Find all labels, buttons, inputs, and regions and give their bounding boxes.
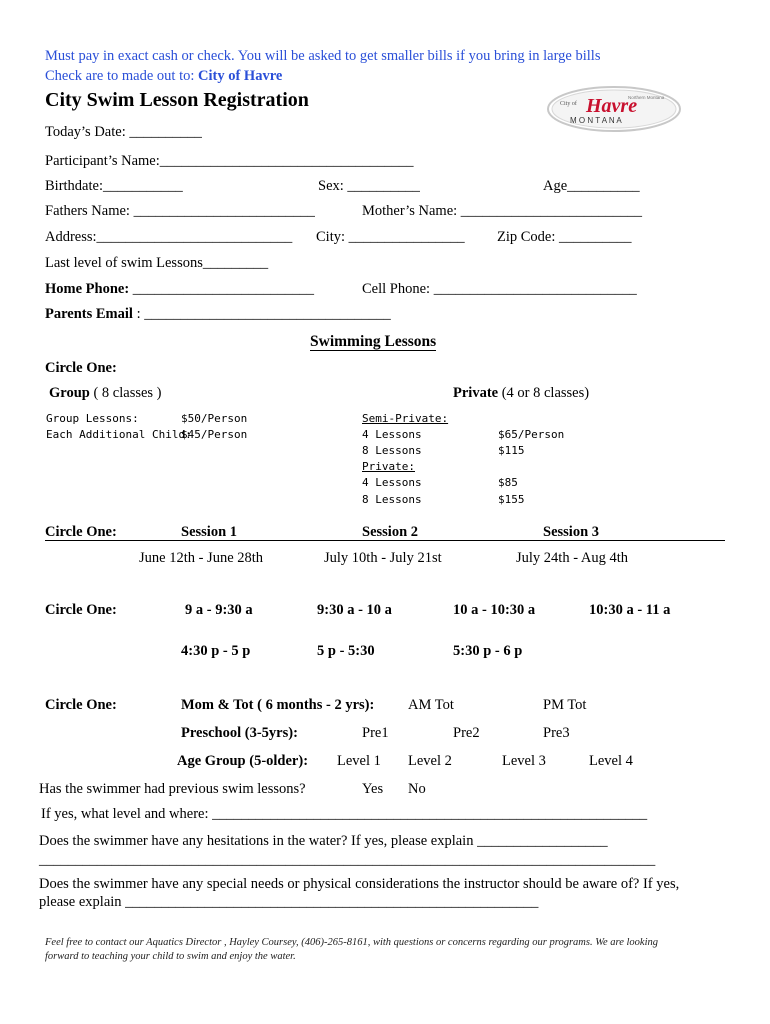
group-price-label-2: Each Additional Child:	[46, 428, 192, 441]
time-slot-pm-2[interactable]: 5 p - 5:30	[317, 643, 375, 659]
time-slot-pm-1[interactable]: 4:30 p - 5 p	[181, 643, 251, 659]
previous-level-field[interactable]: If yes, what level and where: ____________________________________________________________	[41, 806, 648, 822]
hesitation-line[interactable]: _____________________________________________________________________________________	[39, 852, 656, 868]
private-subheading: Private:	[362, 460, 415, 473]
participant-name-field[interactable]: Participant’s Name:___________________________________	[45, 153, 414, 169]
pre2-option[interactable]: Pre2	[453, 725, 480, 741]
home-phone-line: _________________________	[129, 281, 315, 297]
session-2-name[interactable]: Session 2	[362, 524, 419, 540]
last-level-field[interactable]: Last level of swim Lessons_________	[45, 255, 269, 271]
todays-date-field[interactable]: Today’s Date: __________	[45, 124, 202, 140]
payment-notice: Must pay in exact cash or check. You will be asked to get smaller bills if you bring in large bills	[45, 48, 601, 64]
pre1-option[interactable]: Pre1	[362, 725, 389, 741]
special-needs-question: Does the swimmer have any special needs or physical considerations the instructor should be aware of? If yes,	[39, 876, 680, 892]
session-3-name[interactable]: Session 3	[543, 524, 600, 540]
logo-tag-text: Northern Montana	[628, 95, 665, 100]
semi-private-label-1: 4 Lessons	[362, 428, 422, 441]
group-price-value-2: $45/Person	[181, 428, 248, 441]
group-price-label-1: Group Lessons:	[46, 412, 139, 425]
circle-one-label-1: Circle One:	[45, 360, 117, 376]
am-tot-option[interactable]: AM Tot	[408, 697, 454, 713]
private-label-2: 8 Lessons	[362, 493, 422, 506]
circle-one-label-4: Circle One:	[45, 697, 117, 713]
level-1-option[interactable]: Level 1	[337, 753, 381, 769]
previous-lessons-question: Has the swimmer had previous swim lessons?	[39, 781, 306, 797]
special-needs-field[interactable]: please explain _________________________________________________________	[39, 894, 539, 910]
pm-tot-option[interactable]: PM Tot	[543, 697, 587, 713]
time-slot-am-2[interactable]: 9:30 a - 10 a	[317, 602, 392, 618]
private-price-1: $85	[498, 476, 518, 489]
age-field[interactable]: Age__________	[543, 178, 640, 194]
fathers-name-field[interactable]: Fathers Name: _________________________	[45, 203, 315, 219]
session-2-dates[interactable]: July 10th - July 21st	[324, 550, 442, 566]
semi-private-price-1: $65/Person	[498, 428, 565, 441]
sex-field[interactable]: Sex: __________	[318, 178, 420, 194]
hesitation-field[interactable]: Does the swimmer have any hesitations in the water? If yes, please explain __________________	[39, 833, 608, 849]
home-phone-label: Home Phone:	[45, 281, 130, 297]
check-payee-prefix: Check are to made out to:	[45, 68, 199, 84]
mothers-name-field[interactable]: Mother’s Name: _________________________	[362, 203, 643, 219]
previous-lessons-yes[interactable]: Yes	[362, 781, 384, 797]
age-group-label: Age Group (5-older):	[177, 753, 309, 769]
session-1-dates[interactable]: June 12th - June 28th	[139, 550, 264, 566]
session-3-dates[interactable]: July 24th - Aug 4th	[516, 550, 628, 566]
pre3-option[interactable]: Pre3	[543, 725, 570, 741]
parents-email-line: : __________________________________	[132, 306, 391, 322]
level-2-option[interactable]: Level 2	[408, 753, 452, 769]
semi-private-price-2: $115	[498, 444, 525, 457]
home-phone-field[interactable]	[45, 281, 314, 298]
time-slot-am-4[interactable]: 10:30 a - 11 a	[589, 602, 671, 618]
circle-one-label-2: Circle One:	[45, 524, 117, 540]
previous-lessons-no[interactable]: No	[408, 781, 426, 797]
time-slot-pm-3[interactable]: 5:30 p - 6 p	[453, 643, 523, 659]
group-price-value-1: $50/Person	[181, 412, 248, 425]
footer-contact: Feel free to contact our Aquatics Director , Hayley Coursey, (406)-265-8161, with questions or concerns regarding our programs. We are looking	[45, 937, 659, 948]
group-heading[interactable]: Group ( 8 classes )	[49, 385, 162, 401]
session-1-name[interactable]: Session 1	[181, 524, 238, 540]
city-field[interactable]: City: ________________	[316, 229, 465, 245]
private-label-1: 4 Lessons	[362, 476, 422, 489]
private-heading[interactable]: Private (4 or 8 classes)	[453, 385, 590, 401]
cell-phone-field[interactable]: Cell Phone: ____________________________	[362, 281, 637, 297]
footer-closing: forward to teaching your child to swim and enjoy the water.	[45, 951, 296, 962]
parents-email-label: Parents Email	[45, 306, 133, 322]
mom-tot-label: Mom & Tot ( 6 months - 2 yrs):	[181, 697, 375, 713]
level-4-option[interactable]: Level 4	[589, 753, 633, 769]
preschool-label: Preschool (3-5yrs):	[181, 725, 298, 741]
circle-one-label-3: Circle One:	[45, 602, 117, 618]
time-slot-am-1[interactable]: 9 a - 9:30 a	[185, 602, 253, 618]
zip-code-field[interactable]: Zip Code: __________	[497, 229, 632, 245]
time-slot-am-3[interactable]: 10 a - 10:30 a	[453, 602, 536, 618]
private-price-2: $155	[498, 493, 525, 506]
page-title: City Swim Lesson Registration	[45, 89, 309, 111]
level-3-option[interactable]: Level 3	[502, 753, 546, 769]
city-logo	[546, 85, 682, 133]
logo-small-text: City of	[560, 101, 577, 107]
parents-email-field[interactable]	[45, 306, 391, 323]
semi-private-label-2: 8 Lessons	[362, 444, 422, 457]
logo-state-text: M O N T A N A	[570, 116, 622, 125]
birthdate-field[interactable]: Birthdate:___________	[45, 178, 183, 194]
section-title: Swimming Lessons	[310, 333, 437, 350]
logo-script-text: Havre	[586, 95, 638, 117]
check-payee-line	[45, 68, 282, 85]
semi-private-heading: Semi-Private:	[362, 412, 449, 425]
address-field[interactable]: Address:___________________________	[45, 229, 293, 245]
check-payee-name: City of Havre	[198, 68, 283, 84]
